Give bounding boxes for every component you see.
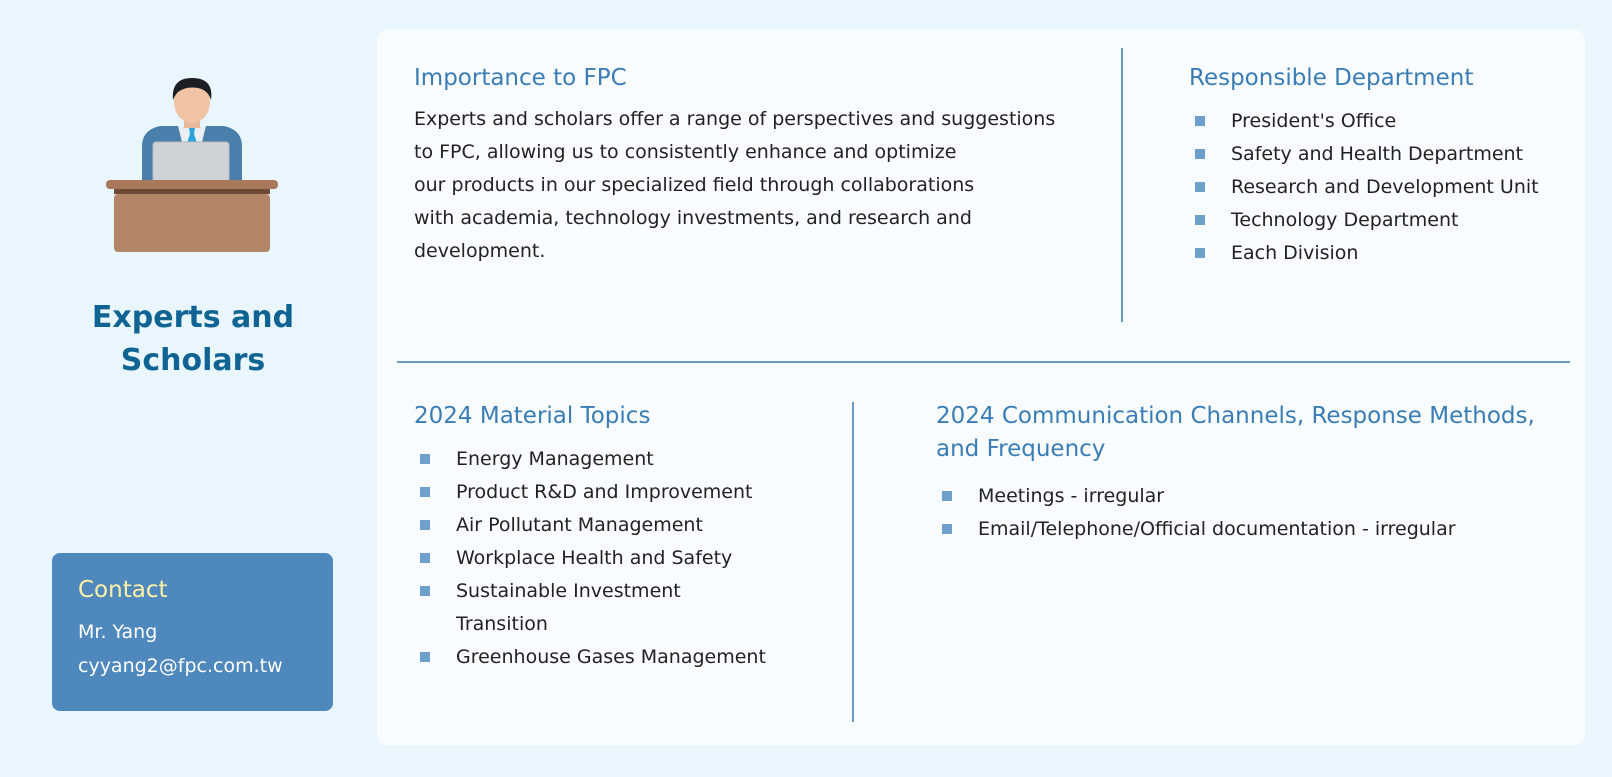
list-item xyxy=(1189,138,1569,171)
list-item xyxy=(1189,237,1569,270)
contact-box xyxy=(52,553,333,711)
list-item-label: Each Division xyxy=(1231,242,1359,264)
list-item xyxy=(1189,171,1569,204)
list-item-label: Sustainable Investment Transition xyxy=(456,580,681,635)
department-list xyxy=(1189,105,1569,270)
importance-title: Importance to FPC xyxy=(414,65,627,91)
list-item xyxy=(414,542,844,575)
square-bullet-icon xyxy=(420,520,430,530)
list-item-label: Meetings - irregular xyxy=(978,485,1165,507)
vertical-divider-bottom xyxy=(852,402,854,722)
stakeholder-title xyxy=(60,296,326,382)
square-bullet-icon xyxy=(1195,149,1205,159)
list-item-label: Workplace Health and Safety xyxy=(456,547,733,569)
info-card xyxy=(377,30,1585,745)
stakeholder-panel xyxy=(0,0,377,777)
list-item-label: Email/Telephone/Official documentation - irregular xyxy=(978,518,1456,540)
list-item xyxy=(1189,204,1569,237)
square-bullet-icon xyxy=(420,586,430,596)
square-bullet-icon xyxy=(420,487,430,497)
contact-name: Mr. Yang xyxy=(78,621,158,643)
list-item-label: Safety and Health Department xyxy=(1231,143,1524,165)
importance-line: Experts and scholars offer a range of perspectives and suggestions xyxy=(414,108,1056,130)
list-item-label: Research and Development Unit xyxy=(1231,176,1539,198)
list-item xyxy=(414,641,844,674)
square-bullet-icon xyxy=(420,454,430,464)
list-item-label: Energy Management xyxy=(456,448,654,470)
communication-section xyxy=(936,400,1556,546)
list-item xyxy=(414,443,844,476)
list-item xyxy=(936,480,1556,513)
list-item xyxy=(936,513,1556,546)
contact-email[interactable]: cyyang2@fpc.com.tw xyxy=(78,655,283,677)
square-bullet-icon xyxy=(1195,248,1205,258)
importance-section xyxy=(414,62,1079,268)
stakeholder-title-line2: Scholars xyxy=(120,343,266,378)
list-item xyxy=(414,509,844,542)
square-bullet-icon xyxy=(1195,116,1205,126)
person-at-desk-icon xyxy=(106,76,278,252)
department-title: Responsible Department xyxy=(1189,65,1474,91)
square-bullet-icon xyxy=(420,652,430,662)
square-bullet-icon xyxy=(420,553,430,563)
list-item-label: President's Office xyxy=(1231,110,1397,132)
communication-list xyxy=(936,480,1556,546)
list-item xyxy=(1189,105,1569,138)
list-item xyxy=(414,476,844,509)
material-topics-title: 2024 Material Topics xyxy=(414,403,651,429)
material-topics-list xyxy=(414,443,844,674)
contact-title: Contact xyxy=(78,577,168,603)
list-item-label: Product R&D and Improvement xyxy=(456,481,753,503)
horizontal-divider xyxy=(397,361,1570,363)
square-bullet-icon xyxy=(1195,215,1205,225)
square-bullet-icon xyxy=(942,524,952,534)
importance-line: to FPC, allowing us to consistently enhance and optimize xyxy=(414,141,957,163)
material-topics-section xyxy=(414,400,844,674)
list-item xyxy=(414,575,714,641)
importance-line: with academia, technology investments, and research and xyxy=(414,207,972,229)
list-item-label: Greenhouse Gases Management xyxy=(456,646,766,668)
importance-line: our products in our specialized field through collaborations xyxy=(414,174,975,196)
department-section xyxy=(1189,62,1569,270)
vertical-divider-top xyxy=(1121,48,1123,322)
list-item-label: Air Pollutant Management xyxy=(456,514,703,536)
importance-text xyxy=(414,103,1079,268)
square-bullet-icon xyxy=(942,491,952,501)
importance-line: development. xyxy=(414,240,546,262)
communication-title: 2024 Communication Channels, Response Methods, and Frequency xyxy=(936,403,1535,462)
square-bullet-icon xyxy=(1195,182,1205,192)
stakeholder-title-line1: Experts and xyxy=(91,300,295,335)
list-item-label: Technology Department xyxy=(1231,209,1459,231)
